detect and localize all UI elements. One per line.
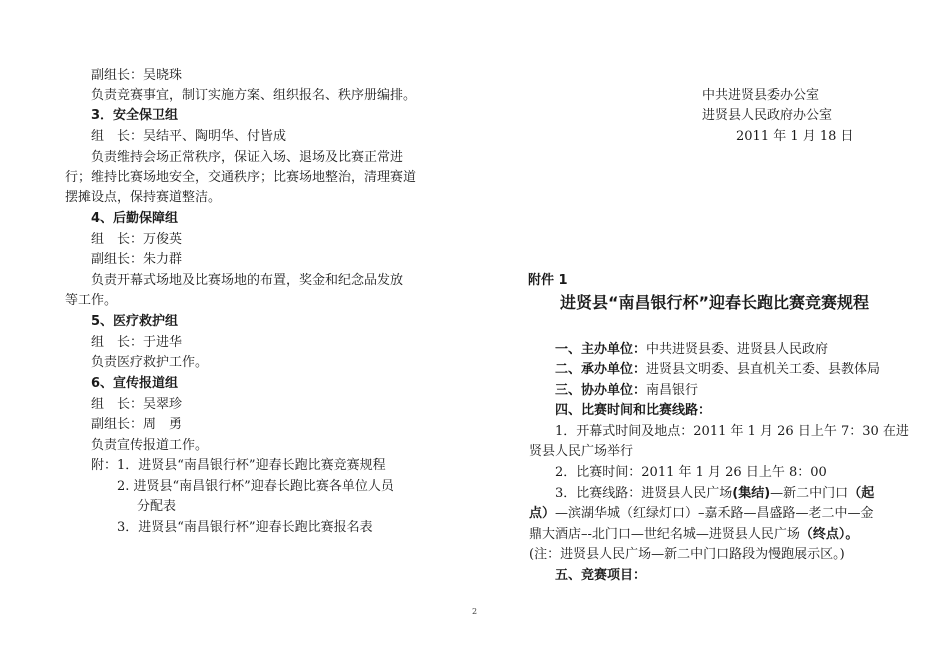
section-label: 一、主办单位： [555, 342, 647, 357]
section-line [555, 340, 828, 359]
left-line: 等工作。 [65, 293, 118, 308]
section-line [555, 360, 880, 379]
section-text: 南昌银行 [646, 383, 699, 398]
body-line: 2．比赛时间：2011 年 1 月 26 日上午 8：00 [555, 465, 827, 480]
left-line: 组 长：吴翠珍 [91, 397, 183, 412]
section-text: 进贤县文明委、县直机关工委、县教体局 [646, 362, 881, 377]
left-line: 行；维持比赛场地安全，交通秩序；比赛场地整治，清理赛道 [65, 170, 417, 185]
left-line: 组 长：吴结平、陶明华、付皆成 [91, 129, 287, 144]
route-text: —新二中门口 [770, 486, 849, 501]
route-emphasis: （终点）。 [799, 527, 859, 542]
section-text: 中共进贤县委、进贤县人民政府 [646, 342, 829, 357]
left-line: 组 长：万俊英 [91, 232, 183, 247]
document-title: 进贤县“南昌银行杯”迎春长跑比赛竞赛规程 [560, 293, 870, 312]
appendix-item: 3．进贤县“南昌银行杯”迎春长跑比赛报名表 [117, 520, 373, 535]
section-heading: 5、医疗救护组 [91, 314, 179, 329]
route-emphasis: （起 [848, 486, 875, 501]
attachment-label: 附件 1 [528, 273, 568, 288]
body-line: 贤县人民广场举行 [529, 444, 634, 459]
left-line: 副组长：吴晓珠 [91, 68, 183, 83]
body-line: 1．开幕式时间及地点：2011 年 1 月 26 日上午 7：30 在进 [555, 424, 909, 439]
section-heading: 4、后勤保障组 [91, 211, 179, 226]
left-line: 副组长：朱力群 [91, 252, 183, 267]
appendix-item: 附：1．进贤县“南昌银行杯”迎春长跑比赛竞赛规程 [91, 458, 386, 473]
left-line: 组 长：于进华 [91, 335, 183, 350]
route-line [529, 504, 874, 523]
route-text: —滨湖华城（红绿灯口）–嘉禾路—昌盛路—老二中—金 [555, 506, 874, 521]
left-line: 负责医疗救护工作。 [91, 355, 209, 370]
appendix-item: 2. 进贤县“南昌银行杯”迎春长跑比赛各单位人员 [117, 479, 394, 494]
left-line: 负责宣传报道工作。 [91, 438, 209, 453]
left-line: 摆摊设点，保持赛道整洁。 [65, 190, 222, 205]
section-label: 四、比赛时间和比赛线路： [555, 403, 712, 418]
route-text: 3．比赛线路：进贤县人民广场 [555, 486, 733, 501]
left-line: 负责竞赛事宜，制订实施方案、组织报名、秩序册编排。 [91, 88, 417, 103]
issue-date: 2011 年 1 月 18 日 [736, 129, 854, 144]
section-label: 二、承办单位： [555, 362, 647, 377]
issuer-org: 进贤县人民政府办公室 [702, 108, 833, 123]
route-text: 鼎大酒店–-北门口—世纪名城—进贤县人民广场 [529, 527, 800, 542]
section-heading: 3．安全保卫组 [91, 108, 179, 123]
left-line: 负责维持会场正常秩序，保证入场、退场及比赛正常进 [91, 150, 404, 165]
route-emphasis: (集结) [732, 486, 771, 501]
section-label: 五、竞赛项目： [555, 568, 647, 583]
route-line [555, 484, 874, 503]
section-heading: 6、宣传报道组 [91, 376, 179, 391]
route-emphasis: 点） [529, 506, 556, 521]
body-line: (注：进贤县人民广场—新二中门口路段为慢跑展示区。) [529, 547, 845, 562]
route-line [529, 525, 858, 544]
section-label: 三、协办单位： [555, 383, 647, 398]
issuer-org: 中共进贤县委办公室 [702, 88, 820, 103]
left-line: 负责开幕式场地及比赛场地的布置，奖金和纪念品发放 [91, 273, 404, 288]
left-line: 副组长：周 勇 [91, 417, 183, 432]
section-line [555, 381, 698, 400]
page-number: 2 [472, 607, 478, 616]
appendix-item: 分配表 [137, 499, 177, 514]
